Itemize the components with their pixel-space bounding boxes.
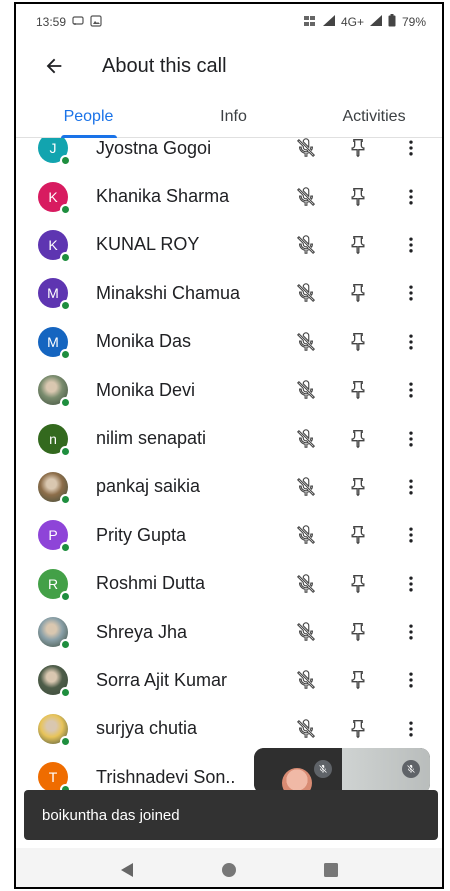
pin-icon[interactable]: [346, 185, 370, 209]
avatar: [38, 569, 68, 599]
avatar-initial: K: [48, 188, 58, 205]
status-time: 13:59: [36, 15, 67, 29]
volte-icon: [303, 15, 317, 30]
participant-name: KUNAL ROY: [96, 234, 200, 255]
more-options-icon[interactable]: [399, 668, 423, 692]
participant-row[interactable]: [16, 138, 442, 172]
mic-off-icon[interactable]: [294, 427, 318, 451]
avatar-photo: [38, 472, 68, 502]
more-options-icon[interactable]: [399, 281, 423, 305]
online-status-dot: [60, 397, 71, 408]
more-options-icon[interactable]: [399, 475, 423, 499]
participant-name: Monika Devi: [96, 379, 196, 400]
avatar-photo: [38, 617, 68, 647]
pin-icon[interactable]: [346, 717, 370, 741]
app-bar: [16, 42, 442, 90]
mic-off-icon[interactable]: [294, 185, 318, 209]
cast-icon: [72, 16, 84, 29]
participant-row[interactable]: [16, 269, 442, 317]
page-title: About this call: [102, 54, 227, 77]
pin-icon[interactable]: [346, 475, 370, 499]
participant-name: Trishnadevi Son..: [96, 766, 236, 787]
online-status-dot: [60, 349, 71, 360]
avatar: [38, 278, 68, 308]
online-status-dot: [60, 300, 71, 311]
pin-icon[interactable]: [346, 233, 370, 257]
arrow-back-icon: [43, 55, 65, 77]
video-tile-2[interactable]: [342, 748, 430, 794]
nav-recents-button[interactable]: [311, 855, 351, 885]
avatar-initial: P: [48, 527, 58, 544]
participant-row[interactable]: [16, 560, 442, 608]
mic-off-icon[interactable]: [294, 475, 318, 499]
avatar-initial: K: [48, 236, 58, 253]
pin-icon[interactable]: [346, 330, 370, 354]
avatar: [38, 138, 68, 163]
pin-icon[interactable]: [346, 572, 370, 596]
avatar: [38, 520, 68, 550]
battery-icon: [388, 14, 396, 30]
avatar: [38, 230, 68, 260]
more-options-icon[interactable]: [399, 330, 423, 354]
online-status-dot: [60, 252, 71, 263]
battery-level: 79%: [401, 15, 426, 29]
mic-off-icon[interactable]: [294, 378, 318, 402]
mic-off-icon[interactable]: [294, 281, 318, 305]
mic-off-icon[interactable]: [294, 572, 318, 596]
nav-home-button[interactable]: [209, 855, 249, 885]
participant-name: surjya chutia: [96, 718, 198, 739]
participant-name: Prity Gupta: [96, 524, 187, 545]
participant-row[interactable]: [16, 463, 442, 511]
participant-list[interactable]: [16, 138, 442, 838]
more-options-icon[interactable]: [399, 233, 423, 257]
mic-off-icon[interactable]: [294, 620, 318, 644]
pin-icon[interactable]: [346, 523, 370, 547]
participant-row[interactable]: [16, 414, 442, 462]
participant-row[interactable]: [16, 656, 442, 704]
participant-row[interactable]: [16, 318, 442, 366]
participant-name: pankaj saikia: [96, 476, 201, 497]
pin-icon[interactable]: [346, 620, 370, 644]
participant-row[interactable]: [16, 366, 442, 414]
mic-off-icon[interactable]: [294, 668, 318, 692]
participant-row[interactable]: [16, 511, 442, 559]
tab-bar: [16, 96, 442, 138]
participant-row[interactable]: [16, 172, 442, 220]
mic-off-badge-icon-2: [402, 760, 420, 778]
avatar-initial: J: [49, 140, 57, 157]
tab-activities[interactable]: Activities: [342, 107, 406, 125]
avatar: [38, 182, 68, 212]
online-status-dot: [60, 687, 71, 698]
mic-off-icon[interactable]: [294, 233, 318, 257]
more-options-icon[interactable]: [399, 185, 423, 209]
participant-name: Roshmi Dutta: [96, 573, 206, 594]
avatar-initial: R: [47, 575, 59, 592]
participant-row[interactable]: [16, 705, 442, 753]
online-status-dot: [60, 204, 71, 215]
status-bar: [16, 4, 442, 40]
participant-name: Monika Das: [96, 331, 192, 352]
pin-icon[interactable]: [346, 668, 370, 692]
system-nav-bar: [16, 848, 442, 889]
mic-off-icon[interactable]: [294, 138, 318, 160]
more-options-icon[interactable]: [399, 138, 423, 160]
participant-row[interactable]: [16, 608, 442, 656]
participant-name: Khanika Sharma: [96, 186, 230, 207]
square-recents-icon: [323, 862, 339, 878]
online-status-dot: [60, 591, 71, 602]
mic-off-icon[interactable]: [294, 717, 318, 741]
avatar-initial: T: [48, 769, 58, 786]
snackbar: [24, 790, 438, 840]
snackbar-message: boikuntha das joined: [42, 806, 180, 824]
triangle-back-icon: [120, 862, 134, 878]
participant-name: nilim senapati: [96, 428, 207, 449]
online-status-dot: [60, 494, 71, 505]
more-options-icon[interactable]: [399, 378, 423, 402]
online-status-dot: [60, 446, 71, 457]
back-button[interactable]: [34, 46, 74, 86]
participant-name: Minakshi Chamua: [96, 282, 241, 303]
online-status-dot: [60, 736, 71, 747]
participant-row[interactable]: [16, 221, 442, 269]
avatar-photo: [38, 665, 68, 695]
phone-screen: [14, 2, 444, 889]
tab-people[interactable]: People: [16, 96, 161, 137]
circle-home-icon: [221, 862, 237, 878]
signal-icon-2: [370, 15, 382, 29]
nav-back-button[interactable]: [107, 855, 147, 885]
more-options-icon[interactable]: [399, 620, 423, 644]
avatar: [38, 327, 68, 357]
tab-info[interactable]: Info: [220, 107, 247, 125]
self-view-tiles[interactable]: [254, 748, 430, 794]
pin-icon[interactable]: [346, 427, 370, 451]
mic-off-icon[interactable]: [294, 523, 318, 547]
network-type: 4G+: [340, 15, 364, 29]
online-status-dot: [60, 155, 71, 166]
avatar: [38, 762, 68, 792]
avatar-photo: [38, 714, 68, 744]
more-options-icon[interactable]: [399, 427, 423, 451]
gallery-icon: [90, 15, 102, 30]
pin-icon[interactable]: [346, 378, 370, 402]
avatar-photo: [38, 375, 68, 405]
video-tile[interactable]: [254, 748, 342, 794]
online-status-dot: [60, 542, 71, 553]
more-options-icon[interactable]: [399, 523, 423, 547]
participant-name: Jyostna Gogoi: [96, 138, 212, 158]
signal-icon: [323, 15, 335, 29]
participant-name: Sorra Ajit Kumar: [96, 669, 228, 690]
participant-name: Shreya Jha: [96, 621, 188, 642]
more-options-icon[interactable]: [399, 717, 423, 741]
mic-off-badge-icon: [314, 760, 332, 778]
more-options-icon[interactable]: [399, 572, 423, 596]
mic-off-icon[interactable]: [294, 330, 318, 354]
pin-icon[interactable]: [346, 138, 370, 160]
avatar-initial: n: [49, 430, 57, 447]
pin-icon[interactable]: [346, 281, 370, 305]
online-status-dot: [60, 639, 71, 650]
avatar: [38, 424, 68, 454]
avatar-initial: M: [47, 285, 59, 302]
avatar-initial: M: [47, 333, 59, 350]
